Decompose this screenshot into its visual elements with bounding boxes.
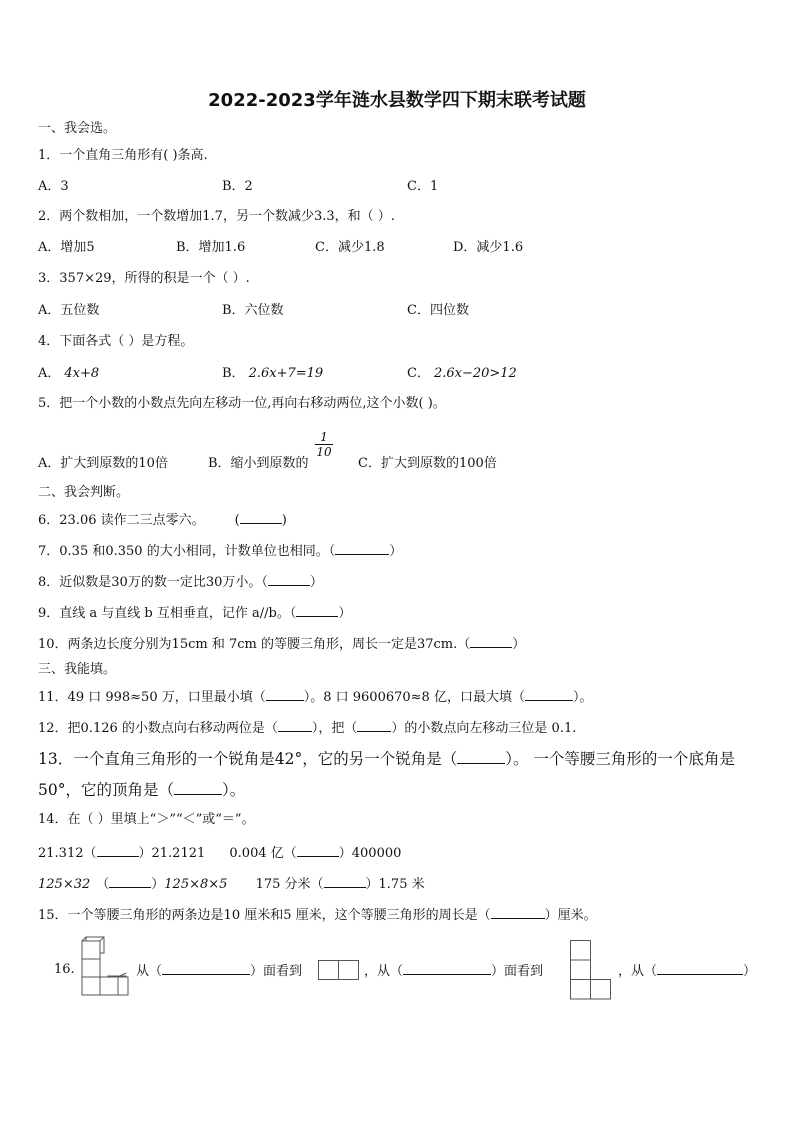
question-4-option-a[interactable] [38, 365, 99, 383]
question-2-option-c[interactable]: C．减少1.8 [315, 240, 385, 255]
answer-blank[interactable] [357, 718, 391, 732]
question-2-option-a[interactable]: A．增加5 [38, 240, 95, 255]
math-expression: 2.6x+7=19 [248, 366, 324, 381]
question-12: 12．把0.126 的小数点向右移动两位是（ ），把（ ）的小数点向左移动三位是 0.1. [38, 718, 576, 738]
answer-blank[interactable] [162, 961, 250, 975]
question-16-part-2: ，从（ ）面看到 [364, 961, 543, 981]
section-heading-3: 三、我能填。 [38, 662, 117, 677]
question-1-stem: 1．一个直角三角形有( )条高. [38, 148, 208, 163]
answer-blank[interactable] [240, 510, 282, 524]
question-2-option-b[interactable]: B．增加1.6 [176, 240, 246, 255]
math-expression: 4x+8 [64, 366, 100, 381]
question-5-option-b[interactable]: B．缩小到原数的 [208, 456, 309, 471]
question-1-option-b[interactable]: B．2 [222, 179, 253, 194]
answer-blank[interactable] [296, 603, 338, 617]
answer-blank[interactable] [109, 874, 151, 888]
answer-blank[interactable] [278, 718, 312, 732]
answer-blank[interactable] [457, 748, 505, 764]
side-view-figure [570, 940, 612, 1000]
question-4-option-b[interactable] [222, 365, 323, 383]
question-16-part-1: 从（ ）面看到 [136, 961, 302, 981]
answer-blank[interactable] [324, 874, 366, 888]
question-4-stem: 4．下面各式（ ）是方程。 [38, 334, 194, 349]
answer-blank[interactable] [470, 634, 512, 648]
option-label: B． [222, 366, 245, 381]
answer-blank[interactable] [297, 843, 339, 857]
question-14-row-2: 125×32 （ ）125×8×5 175 分米（ ）1.75 米 [38, 874, 425, 894]
question-7: 7．0.35 和0.350 的大小相同，计数单位也相同。（ ） [38, 541, 402, 561]
answer-blank[interactable] [335, 541, 389, 555]
question-15: 15．一个等腰三角形的两条边是10 厘米和5 厘米，这个等腰三角形的周长是（ ）厘米。 [38, 905, 597, 925]
question-9: 9．直线 a 与直线 b 互相垂直，记作 a//b。（ ） [38, 603, 351, 623]
question-5-option-a[interactable]: A．扩大到原数的10倍 [38, 456, 168, 471]
question-14-row-1: 21.312（ ）21.2121 0.004 亿（ ）400000 [38, 843, 401, 863]
question-3-option-b[interactable]: B．六位数 [222, 303, 284, 318]
answer-blank[interactable] [268, 572, 310, 586]
page-title: 2022-2023学年涟水县数学四下期末联考试题 [208, 90, 586, 111]
answer-blank[interactable] [174, 779, 222, 795]
question-3-stem: 3．357×29，所得的积是一个（ ）. [38, 271, 250, 286]
question-3-option-c[interactable]: C．四位数 [407, 303, 469, 318]
answer-blank[interactable] [403, 961, 491, 975]
question-16-part-3: ，从（ ） [618, 961, 756, 981]
answer-blank[interactable] [266, 687, 304, 701]
fraction-one-tenth: $\frac{1}{10}$ [316, 430, 332, 459]
question-13-line-2: 50°，它的顶角是（ ）。 [38, 781, 246, 799]
question-2-stem: 2．两个数相加，一个数增加1.7，另一个数减少3.3，和（ ）. [38, 209, 395, 224]
question-4-option-c[interactable] [407, 365, 517, 383]
question-1-option-a[interactable]: A．3 [38, 179, 69, 194]
question-5-stem: 5．把一个小数的小数点先向左移动一位,再向右移动两位,这个小数( )。 [38, 396, 446, 411]
question-11: 11．49 口 998≈50 万，口里最小填（ ）。8 口 9600670≈8 亿，口最大填（ ）。 [38, 687, 592, 707]
section-heading-1: 一、我会选。 [38, 121, 117, 136]
answer-blank[interactable] [525, 687, 573, 701]
answer-blank[interactable] [97, 843, 139, 857]
answer-blank[interactable] [491, 905, 545, 919]
question-3-option-a[interactable]: A．五位数 [38, 303, 100, 318]
question-13-line-1: 13．一个直角三角形的一个锐角是42°，它的另一个锐角是（ ）。 一个等腰三角形的一个底角是 [38, 750, 735, 768]
question-16-number: 16. [54, 962, 75, 977]
front-view-figure [318, 960, 360, 980]
question-5-option-c[interactable]: C．扩大到原数的100倍 [358, 456, 497, 471]
option-label: A． [38, 366, 61, 381]
math-expression: 2.6x−20>12 [433, 366, 517, 381]
section-heading-2: 二、我会判断。 [38, 485, 130, 500]
question-6: 6．23.06 读作二三点零六。 ( ) [38, 510, 287, 530]
option-label: C． [407, 366, 430, 381]
answer-blank[interactable] [657, 961, 743, 975]
question-14-stem: 14．在（ ）里填上“＞”“＜”或“＝”。 [38, 812, 255, 827]
question-8: 8．近似数是30万的数一定比30万小。（ ） [38, 572, 323, 592]
question-1-option-c[interactable]: C．1 [407, 179, 439, 194]
cube-stack-figure [80, 936, 132, 1002]
question-2-option-d[interactable]: D．减少1.6 [453, 240, 524, 255]
question-10: 10．两条边长度分别为15cm 和 7cm 的等腰三角形，周长一定是37cm.（ ） [38, 634, 525, 654]
